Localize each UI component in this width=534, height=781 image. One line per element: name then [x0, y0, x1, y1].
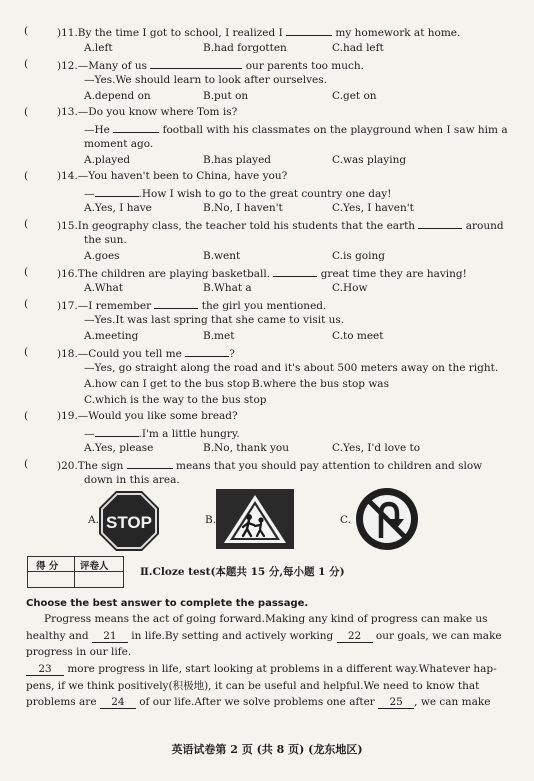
question-number: )11.	[57, 27, 78, 39]
option-b: B.No, I haven't	[203, 202, 283, 214]
question-number: )13.	[57, 106, 78, 118]
question-stem-end: around	[465, 220, 504, 232]
dash: —	[84, 428, 95, 440]
question-15	[57, 218, 504, 233]
score-box	[27, 556, 124, 588]
response-line	[84, 186, 391, 201]
answer-blank	[127, 458, 173, 469]
question-stem: In geography class, the teacher told his students that the earth	[77, 220, 416, 232]
question-stem-end: ?	[229, 348, 235, 360]
option-c: C.get on	[332, 90, 377, 102]
response-line	[84, 426, 240, 441]
option-b: B.where the bus stop was	[252, 378, 389, 390]
question-number: )15.	[57, 220, 78, 232]
answer-paren: (	[24, 218, 29, 230]
option-c: C.Yes, I'd love to	[332, 442, 421, 454]
question-stem: By the time I got to school, I realized I	[77, 27, 283, 39]
answer-blank	[154, 298, 198, 309]
question-19	[57, 410, 238, 423]
question-number: )18.	[57, 348, 78, 360]
page-footer: 英语试卷第 2 页 (共 8 页) (龙东地区)	[171, 743, 363, 756]
answer-blank	[150, 58, 242, 69]
option-c: C.had left	[332, 42, 384, 54]
question-stem: —You haven't been to China, have you?	[77, 170, 288, 182]
question-12	[57, 58, 364, 73]
children-crossing-sign-icon	[216, 489, 294, 549]
option-a: A.What	[84, 282, 123, 294]
question-11	[57, 25, 460, 40]
question-stem-end: my homework at home.	[335, 27, 461, 39]
option-b: B.What a	[203, 282, 252, 294]
response-start: —He	[84, 124, 110, 136]
blank-24	[100, 696, 136, 709]
response-line: —Yes.We should learn to look after ourselves.	[84, 74, 328, 86]
option-b: B.has played	[203, 154, 272, 166]
stop-sign-text: STOP	[106, 513, 152, 532]
response-end: .How I wish to go to the great country one day!	[138, 188, 392, 200]
response-line	[84, 122, 508, 137]
no-u-turn-sign-icon	[354, 486, 420, 552]
question-stem-end: means that you should pay attention to children and slow	[176, 460, 483, 472]
blank-21	[92, 630, 128, 643]
question-number: )20.	[57, 460, 78, 472]
question-stem-end: the girl you mentioned.	[201, 300, 327, 312]
blank-23	[26, 663, 64, 676]
answer-paren: (	[24, 25, 29, 37]
option-a: A.	[88, 514, 99, 526]
response-line: —Yes, go straight along the road and it's about 500 meters away on the right.	[84, 362, 499, 374]
option-a: A.meeting	[84, 330, 139, 342]
blank-number: 21	[103, 630, 117, 642]
blank-number: 24	[111, 696, 125, 708]
question-stem: —Would you like some bread?	[77, 410, 238, 422]
question-14	[57, 170, 287, 183]
option-b: B.No, thank you	[203, 442, 289, 454]
option-c: C.Yes, I haven't	[332, 202, 414, 214]
option-a: A.Yes, please	[84, 442, 154, 454]
question-18	[57, 346, 235, 361]
passage-line	[26, 696, 490, 709]
passage-line	[26, 630, 502, 643]
question-stem-end: our parents too much.	[245, 60, 364, 72]
option-c: C.is going	[332, 250, 385, 262]
answer-paren: (	[24, 298, 29, 310]
answer-blank	[113, 122, 159, 133]
section-instruction: Choose the best answer to complete the passage.	[26, 598, 309, 609]
question-stem: —Many of us	[77, 60, 148, 72]
option-a: A.how can I get to the bus stop	[84, 378, 250, 390]
option-c: C.to meet	[332, 330, 384, 342]
question-stem: —I remember	[77, 300, 152, 312]
question-stem-cont: the sun.	[84, 234, 127, 246]
response-end: .I'm a little hungry.	[138, 428, 240, 440]
score-box-divider	[74, 557, 75, 587]
option-a: A.goes	[84, 250, 120, 262]
answer-blank	[185, 346, 229, 357]
answer-blank	[95, 426, 139, 437]
option-a: A.Yes, I have	[84, 202, 152, 214]
blank-number: 22	[347, 630, 362, 642]
option-a: A.depend on	[84, 90, 151, 102]
option-b: B.met	[203, 330, 235, 342]
passage-text: healthy and	[26, 630, 89, 642]
question-number: )12.	[57, 60, 78, 72]
answer-paren: (	[24, 410, 29, 422]
blank-25	[378, 696, 414, 709]
response-line-cont: moment ago.	[84, 138, 154, 150]
option-c: C.How	[332, 282, 368, 294]
blank-22	[337, 630, 373, 643]
answer-blank	[418, 218, 462, 229]
answer-paren: (	[24, 58, 29, 70]
question-16	[57, 266, 467, 281]
response-line: —Yes.It was last spring that she came to visit us.	[84, 314, 345, 326]
answer-blank	[273, 266, 317, 277]
question-number: )19.	[57, 410, 78, 422]
passage-text: of our life.After we solve problems one after	[139, 696, 375, 708]
question-number: )17.	[57, 300, 78, 312]
answer-blank	[286, 25, 332, 36]
passage-line: pens, if we think positively(积极地), it can be useful and helpful.We need to know that	[26, 680, 480, 692]
question-stem-end: great time they are having!	[320, 268, 467, 280]
passage-text: , we can make	[414, 696, 491, 708]
option-a: A.played	[84, 154, 131, 166]
question-20	[57, 458, 482, 473]
answer-blank	[95, 186, 139, 197]
passage-line: progress in our life.	[26, 646, 132, 658]
question-13	[57, 106, 237, 119]
grader-label: 评卷人	[80, 561, 109, 572]
option-b: B.had forgotten	[203, 42, 287, 54]
option-b: B.	[205, 514, 217, 526]
passage-text: our goals, we can make	[375, 630, 502, 642]
option-c: C.was playing	[332, 154, 407, 166]
answer-paren: (	[24, 170, 29, 182]
section-title: Ⅱ.Cloze test(本题共 15 分,每小题 1 分)	[140, 566, 345, 578]
score-label: 得 分	[36, 561, 59, 572]
passage-line: Progress means the act of going forward.Making any kind of progress can make us	[44, 613, 488, 625]
question-17	[57, 298, 326, 313]
passage-text: problems are	[26, 696, 97, 708]
response-end: football with his classmates on the playground when I saw him a	[162, 124, 508, 136]
stop-sign-icon	[97, 489, 161, 553]
option-c: C.which is the way to the bus stop	[84, 394, 267, 406]
question-stem: The children are playing basketball.	[77, 268, 271, 280]
blank-number: 23	[38, 663, 52, 675]
passage-line	[26, 663, 497, 676]
response-start: —	[84, 188, 95, 200]
question-stem: —Do you know where Tom is?	[77, 106, 238, 118]
option-c: C.	[340, 514, 351, 526]
passage-text: more progress in life, start looking at problems in a different way.Whatever hap-	[67, 663, 497, 675]
answer-paren: (	[24, 346, 29, 358]
option-b: B.went	[203, 250, 241, 262]
answer-paren: (	[24, 106, 29, 118]
answer-paren: (	[24, 266, 29, 278]
question-number: )14.	[57, 170, 78, 182]
question-stem-cont: down in this area.	[84, 474, 180, 486]
passage-text: in life.By setting and actively working	[131, 630, 334, 642]
option-a: A.left	[84, 42, 113, 54]
option-b: B.put on	[203, 90, 249, 102]
answer-paren: (	[24, 458, 29, 470]
question-stem: —Could you tell me	[77, 348, 182, 360]
question-stem: The sign	[77, 460, 124, 472]
question-number: )16.	[57, 268, 78, 280]
blank-number: 25	[389, 696, 403, 708]
